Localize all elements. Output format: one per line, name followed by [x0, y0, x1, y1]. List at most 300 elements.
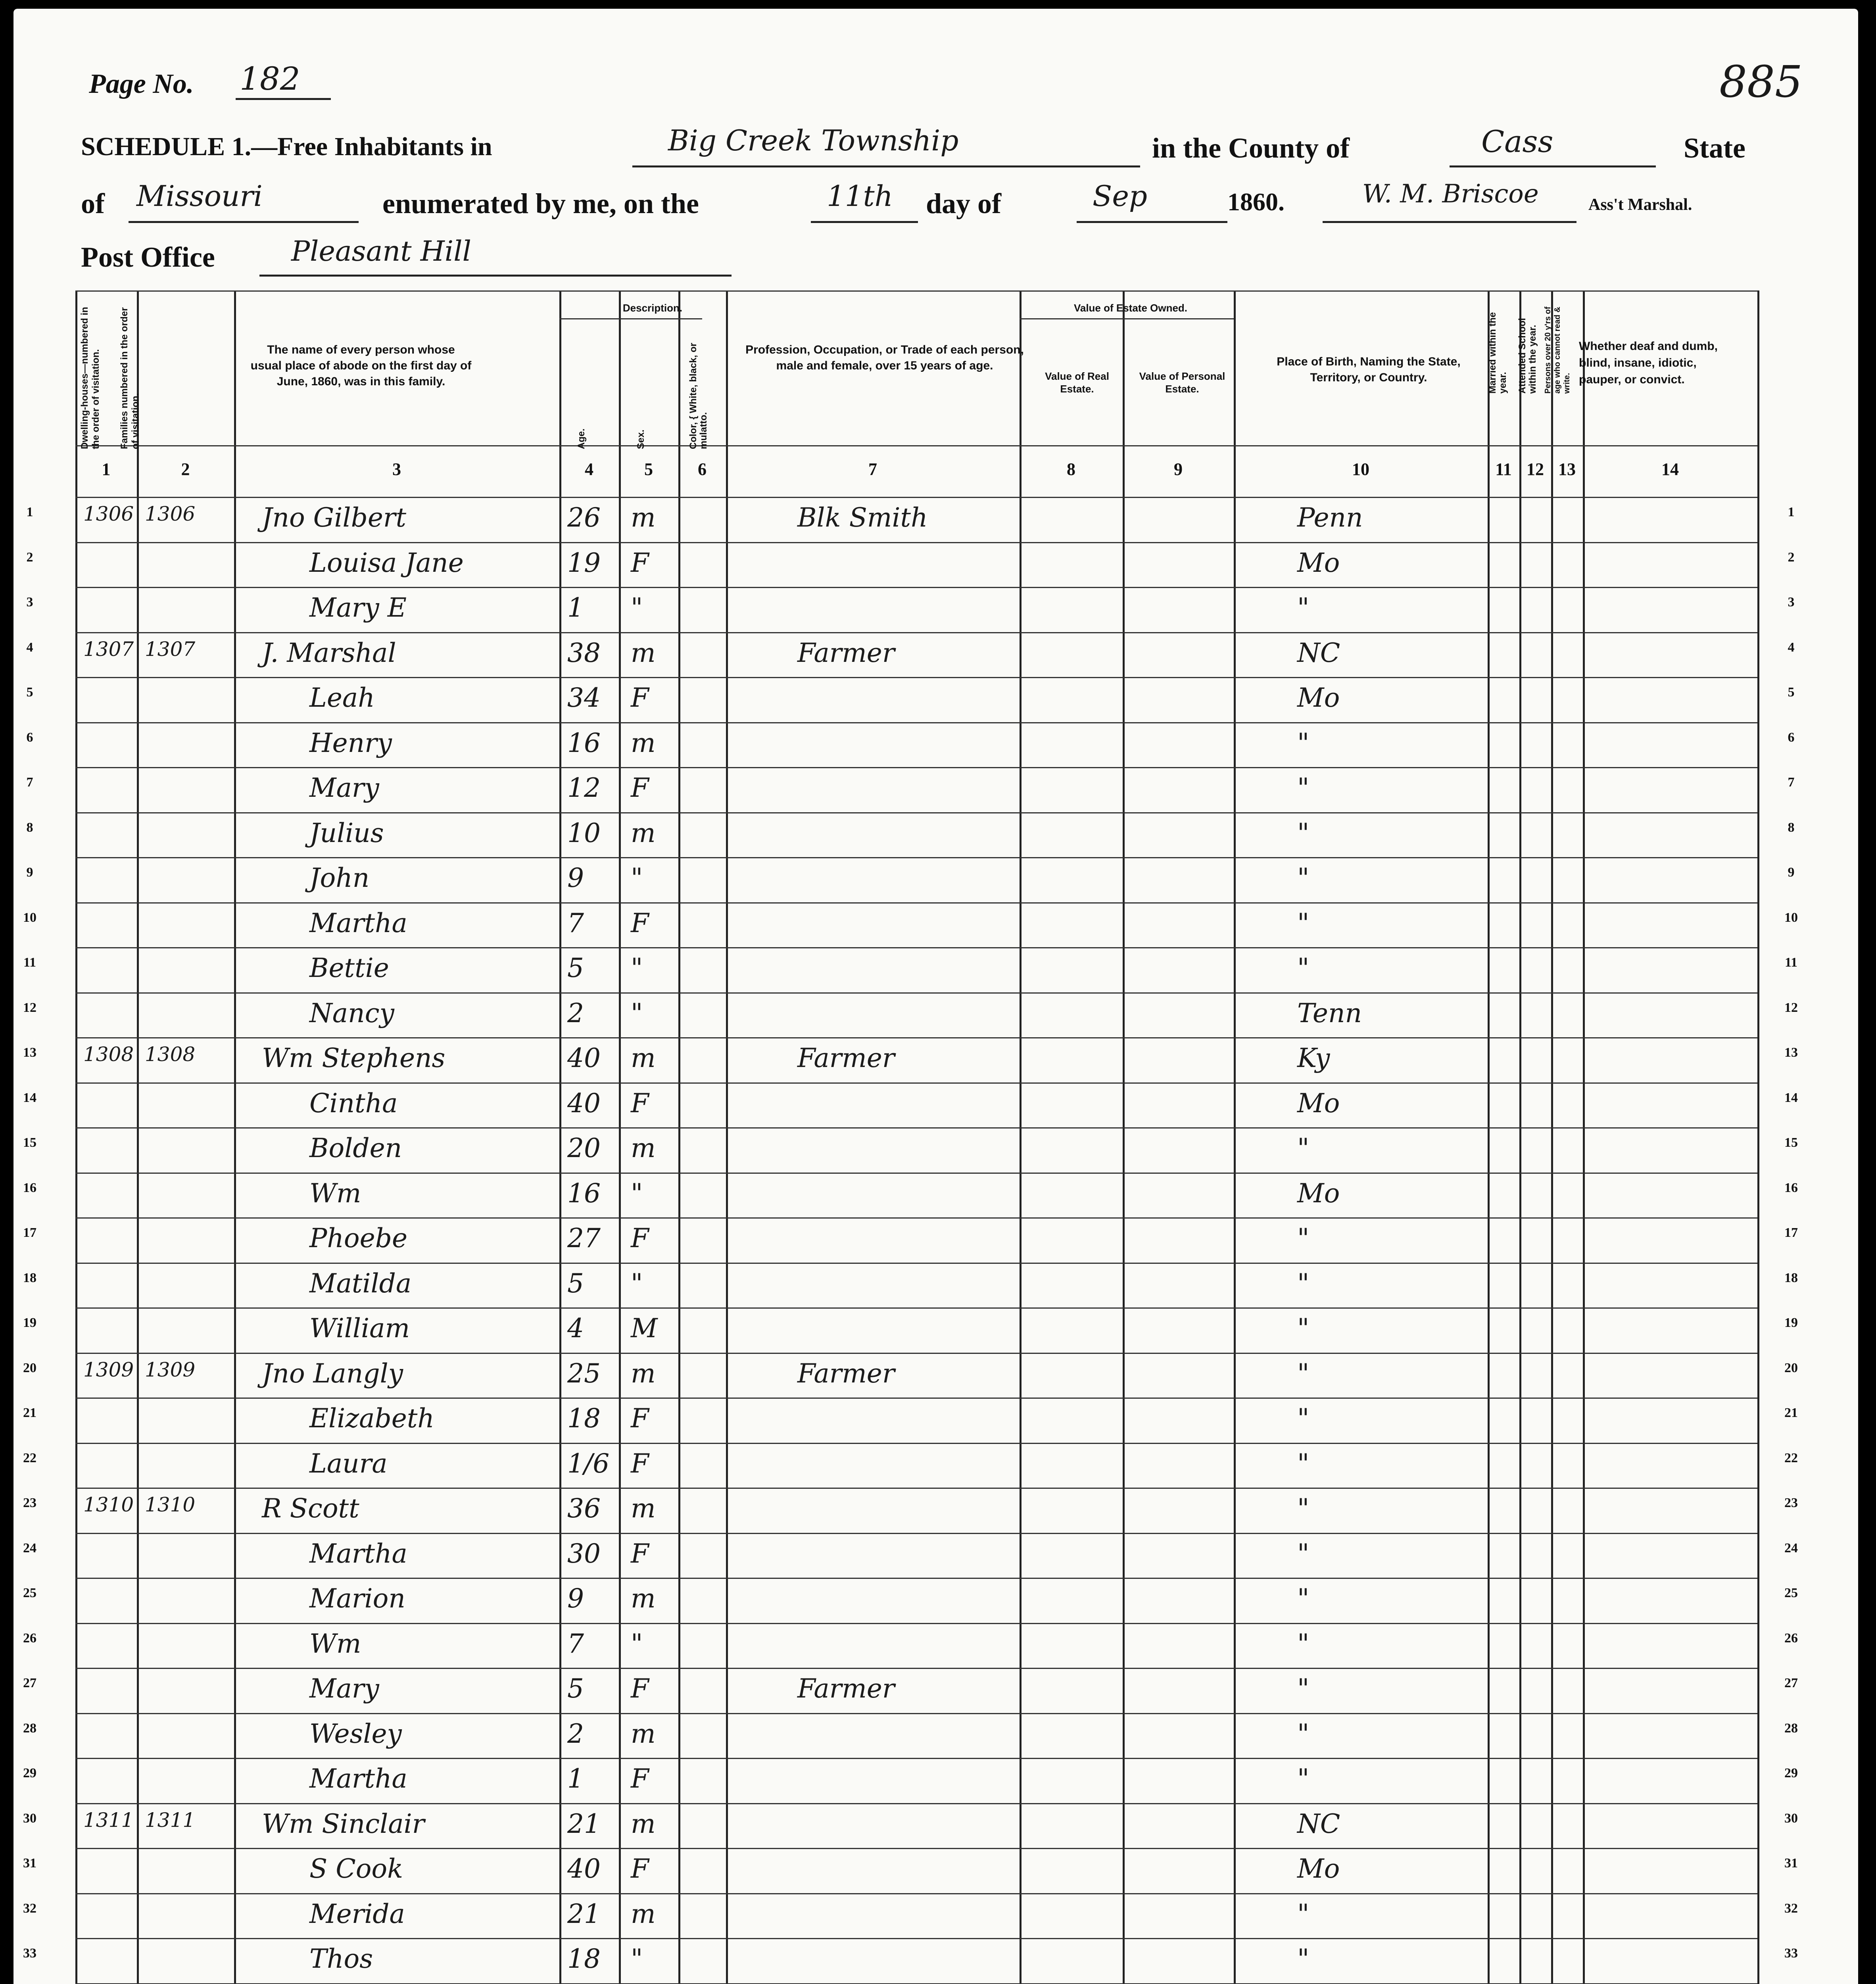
col14-header: Whether deaf and dumb, blind, insane, idiotic, pauper, or convict.: [1579, 340, 1718, 386]
estate-header: Value of Estate Owned.: [1073, 302, 1188, 314]
line-number-right: 4: [1788, 640, 1795, 655]
column-divider: [726, 290, 728, 1984]
age-value: 9: [567, 863, 584, 893]
line-number-right: 3: [1788, 595, 1795, 609]
birthplace-value: ": [1297, 1223, 1310, 1253]
row-line: [75, 587, 1757, 588]
sex-value: F: [631, 1673, 649, 1704]
line-number-left: 31: [23, 1856, 36, 1871]
sex-value: m: [631, 1358, 656, 1389]
sex-value: m: [631, 1808, 656, 1839]
line-number-left: 17: [23, 1225, 36, 1240]
col1-header: Dwelling-houses—numbered in the order of visitation.: [79, 307, 101, 449]
line-number-right: 32: [1784, 1901, 1798, 1916]
line-number-left: 33: [23, 1946, 36, 1961]
person-name: Wm Sinclair: [262, 1808, 425, 1839]
person-name: Cintha: [309, 1088, 398, 1119]
line-number-left: 2: [26, 550, 33, 565]
birthplace-value: Mo: [1297, 682, 1340, 713]
line-number-right: 8: [1788, 820, 1795, 835]
person-name: Wesley: [309, 1718, 402, 1749]
age-value: 10: [567, 817, 601, 848]
person-name: Wm: [309, 1628, 361, 1659]
birthplace-value: NC: [1297, 1808, 1340, 1839]
column-number: 3: [392, 459, 401, 479]
post-office-label: Post Office: [81, 241, 215, 273]
state-line: [129, 221, 359, 223]
line-number-left: 4: [26, 640, 33, 655]
column-divider: [75, 290, 77, 1984]
line-number-left: 25: [23, 1586, 36, 1600]
header-bottom-line: [75, 445, 1757, 446]
row-line: [75, 1803, 1757, 1804]
sex-value: ": [631, 1628, 643, 1659]
birthplace-value: ": [1297, 1763, 1310, 1794]
line-number-left: 13: [23, 1045, 36, 1060]
row-line: [75, 1037, 1757, 1038]
column-divider: [1583, 290, 1585, 1984]
line-number-left: 1: [26, 505, 33, 519]
line-number-right: 33: [1784, 1946, 1798, 1961]
person-name: Jno Gilbert: [262, 502, 406, 533]
line-number-left: 32: [23, 1901, 36, 1916]
col6-header: Color, { White, black, or mulatto.: [688, 342, 709, 449]
sex-value: m: [631, 1898, 656, 1929]
col3-header: The name of every person whose usual place of abode on the first day of June, 1860, was in this family.: [250, 343, 472, 388]
line-number-left: 14: [23, 1090, 36, 1105]
sex-value: ": [631, 953, 643, 983]
row-line: [75, 1938, 1757, 1939]
sex-value: F: [631, 1088, 649, 1119]
line-number-right: 30: [1784, 1811, 1798, 1826]
column-number: 12: [1527, 459, 1544, 479]
person-name: Matilda: [309, 1268, 412, 1299]
sex-value: m: [631, 1583, 656, 1614]
day-line: [811, 221, 918, 223]
post-office-value: Pleasant Hill: [291, 235, 471, 267]
line-number-right: 18: [1784, 1270, 1798, 1285]
age-value: 40: [567, 1853, 601, 1884]
row-line: [75, 1398, 1757, 1399]
page-label: Page No.: [89, 69, 194, 99]
person-name: Martha: [309, 907, 407, 938]
age-value: 21: [567, 1808, 601, 1839]
row-line: [75, 1082, 1757, 1084]
line-number-right: 11: [1784, 955, 1798, 970]
column-number: 1: [102, 459, 111, 479]
sex-value: m: [631, 502, 656, 533]
column-number: 8: [1067, 459, 1075, 479]
census-sheet: [13, 9, 1858, 1984]
age-value: 7: [567, 1628, 584, 1659]
line-number-left: 28: [23, 1721, 36, 1736]
line-number-right: 6: [1788, 730, 1795, 745]
birthplace-value: ": [1297, 727, 1310, 758]
dwelling-number: 1307: [83, 637, 134, 661]
sex-value: F: [631, 907, 649, 938]
birthplace-value: ": [1297, 863, 1310, 893]
sex-value: m: [631, 1493, 656, 1524]
person-name: Mary: [309, 773, 379, 803]
birthplace-value: ": [1297, 953, 1310, 983]
line-number-right: 19: [1784, 1315, 1798, 1330]
person-name: Wm Stephens: [262, 1043, 445, 1073]
age-value: 2: [567, 998, 584, 1029]
age-value: 1: [567, 1763, 584, 1794]
column-divider: [559, 290, 561, 1984]
line-number-right: 20: [1784, 1360, 1798, 1375]
age-value: 5: [567, 1673, 584, 1704]
row-line: [75, 1443, 1757, 1444]
column-divider: [1488, 290, 1490, 1984]
col8-header: Value of Real Estate.: [1045, 370, 1109, 395]
birthplace-value: ": [1297, 1493, 1310, 1524]
column-number: 13: [1558, 459, 1576, 479]
birthplace-value: ": [1297, 1313, 1310, 1344]
family-number: 1310: [145, 1493, 196, 1516]
birthplace-value: ": [1297, 1538, 1310, 1569]
age-value: 16: [567, 1178, 601, 1209]
family-number: 1306: [145, 502, 196, 525]
birthplace-value: ": [1297, 1448, 1310, 1479]
line-number-left: 9: [26, 865, 33, 880]
page-number: 182: [240, 60, 300, 97]
person-name: R Scott: [262, 1493, 359, 1524]
dwelling-number: 1308: [83, 1043, 134, 1066]
line-number-left: 16: [23, 1180, 36, 1195]
sex-value: m: [631, 637, 656, 668]
col2-header: Families numbered in the order of visitation.: [119, 307, 141, 449]
sex-value: ": [631, 998, 643, 1029]
column-divider: [234, 290, 236, 1984]
dwelling-number: 1306: [83, 502, 134, 525]
person-name: Thos: [309, 1944, 373, 1974]
age-value: 34: [567, 682, 601, 713]
occupation-value: Blk Smith: [797, 502, 928, 533]
person-name: Martha: [309, 1763, 407, 1794]
person-name: J. Marshal: [262, 637, 396, 668]
line-number-left: 24: [23, 1540, 36, 1555]
line-number-right: 12: [1784, 1000, 1798, 1015]
age-value: 36: [567, 1493, 601, 1524]
stamp-number: 885: [1719, 56, 1803, 107]
description-header: Description.: [622, 302, 683, 314]
county-line: [1450, 165, 1656, 167]
row-line: [75, 992, 1757, 994]
person-name: Mary: [309, 1673, 379, 1704]
line-number-right: 25: [1784, 1586, 1798, 1600]
sex-value: F: [631, 1538, 649, 1569]
sex-value: ": [631, 592, 643, 623]
row-line: [75, 1758, 1757, 1759]
line-number-left: 6: [26, 730, 33, 745]
column-divider: [1123, 290, 1125, 1984]
line-number-left: 18: [23, 1270, 36, 1285]
person-name: Julius: [309, 817, 384, 848]
row-line: [75, 1713, 1757, 1714]
person-name: Laura: [309, 1448, 388, 1479]
age-value: 4: [567, 1313, 584, 1344]
birthplace-value: Penn: [1297, 502, 1363, 533]
age-value: 18: [567, 1944, 601, 1974]
birthplace-value: ": [1297, 1628, 1310, 1659]
sex-value: ": [631, 1268, 643, 1299]
birthplace-value: ": [1297, 907, 1310, 938]
county-label: in the County of: [1152, 132, 1350, 164]
column-number: 10: [1352, 459, 1369, 479]
sex-value: m: [631, 817, 656, 848]
age-value: 1: [567, 592, 584, 623]
estate-subheader-line: [1020, 318, 1234, 319]
sex-value: F: [631, 1853, 649, 1884]
column-divider: [1020, 290, 1022, 1984]
row-line: [75, 542, 1757, 543]
dwelling-number: 1309: [83, 1358, 134, 1381]
age-value: 18: [567, 1403, 601, 1434]
person-name: Henry: [309, 727, 392, 758]
row-line: [75, 1848, 1757, 1849]
person-name: Jno Langly: [262, 1358, 403, 1389]
row-line: [75, 1217, 1757, 1219]
family-number: 1311: [145, 1808, 196, 1832]
occupation-value: Farmer: [797, 1358, 895, 1389]
line-number-right: 17: [1784, 1225, 1798, 1240]
column-divider: [1757, 290, 1759, 1984]
col12-header: Attended School within the year.: [1517, 318, 1538, 394]
line-number-left: 11: [23, 955, 36, 970]
row-line: [75, 1893, 1757, 1894]
person-name: Martha: [309, 1538, 407, 1569]
person-name: Marion: [309, 1583, 405, 1614]
family-number: 1308: [145, 1043, 196, 1066]
age-value: 19: [567, 547, 601, 578]
person-name: John: [309, 863, 370, 893]
row-line: [75, 1533, 1757, 1534]
age-value: 12: [567, 773, 601, 803]
line-number-left: 5: [26, 685, 33, 700]
table-top-border: [75, 290, 1757, 292]
row-line: [75, 947, 1757, 948]
birthplace-value: ": [1297, 1403, 1310, 1434]
line-number-right: 22: [1784, 1450, 1798, 1465]
person-name: Elizabeth: [309, 1403, 434, 1434]
sex-value: ": [631, 1944, 643, 1974]
birthplace-value: ": [1297, 1268, 1310, 1299]
age-value: 20: [567, 1133, 601, 1163]
birthplace-value: Mo: [1297, 1088, 1340, 1119]
line-number-left: 19: [23, 1315, 36, 1330]
column-number: 6: [698, 459, 707, 479]
line-number-left: 26: [23, 1630, 36, 1646]
line-number-right: 28: [1784, 1721, 1798, 1736]
line-number-right: 27: [1784, 1676, 1798, 1690]
occupation-value: Farmer: [797, 637, 895, 668]
col13-header: Persons over 20 y'rs of age who cannot read & write.: [1544, 306, 1571, 394]
column-divider: [1234, 290, 1236, 1984]
line-number-left: 23: [23, 1496, 36, 1510]
col7-header: Profession, Occupation, or Trade of each person, male and female, over 15 years of age.: [745, 343, 1024, 372]
birthplace-value: ": [1297, 1673, 1310, 1704]
year-value: 1860.: [1227, 188, 1285, 216]
township-value: Big Creek Township: [668, 124, 959, 157]
birthplace-value: Ky: [1297, 1043, 1330, 1073]
birthplace-value: ": [1297, 773, 1310, 803]
birthplace-value: NC: [1297, 637, 1340, 668]
row-line: [75, 1263, 1757, 1264]
sex-value: F: [631, 1403, 649, 1434]
day-value: 11th: [827, 179, 893, 213]
person-name: William: [309, 1313, 410, 1344]
row-line: [75, 632, 1757, 633]
person-name: Merida: [309, 1898, 405, 1929]
day-of-label: day of: [926, 188, 1002, 219]
line-number-right: 2: [1788, 550, 1795, 565]
state-label: State: [1684, 132, 1745, 164]
column-number: 7: [868, 459, 877, 479]
col5-header: Sex.: [636, 429, 646, 449]
row-line: [75, 1353, 1757, 1354]
line-number-right: 26: [1784, 1630, 1798, 1646]
line-number-left: 3: [26, 595, 33, 609]
age-value: 30: [567, 1538, 601, 1569]
row-line: [75, 677, 1757, 678]
row-line: [75, 1307, 1757, 1309]
line-number-right: 14: [1784, 1090, 1798, 1105]
age-value: 38: [567, 637, 601, 668]
line-number-right: 15: [1784, 1135, 1798, 1150]
month-value: Sep: [1093, 179, 1148, 213]
month-line: [1077, 221, 1227, 223]
line-number-right: 21: [1784, 1405, 1798, 1420]
line-number-right: 24: [1784, 1540, 1798, 1555]
state-value: Missouri: [136, 179, 263, 213]
column-number: 11: [1495, 459, 1512, 479]
birthplace-value: ": [1297, 1358, 1310, 1389]
marshal-label: Ass't Marshal.: [1588, 196, 1692, 214]
row-line: [75, 722, 1757, 723]
sex-value: m: [631, 1043, 656, 1073]
number-row-line: [75, 497, 1757, 498]
age-value: 2: [567, 1718, 584, 1749]
line-number-right: 1: [1788, 505, 1795, 519]
person-name: Phoebe: [309, 1223, 408, 1253]
sex-value: F: [631, 547, 649, 578]
birthplace-value: ": [1297, 1944, 1310, 1974]
birthplace-value: ": [1297, 1718, 1310, 1749]
marshal-value: W. M. Briscoe: [1362, 179, 1539, 209]
sex-value: m: [631, 727, 656, 758]
sex-value: m: [631, 1133, 656, 1163]
birthplace-value: ": [1297, 1133, 1310, 1163]
line-number-left: 21: [23, 1405, 36, 1420]
person-name: S Cook: [309, 1853, 403, 1884]
column-divider: [619, 290, 621, 1984]
col11-header: Married within the year.: [1487, 312, 1508, 394]
person-name: Leah: [309, 682, 375, 713]
birthplace-value: Mo: [1297, 547, 1340, 578]
age-value: 5: [567, 1268, 584, 1299]
occupation-value: Farmer: [797, 1043, 895, 1073]
line-number-right: 29: [1784, 1766, 1798, 1780]
line-number-left: 15: [23, 1135, 36, 1150]
dwelling-number: 1310: [83, 1493, 134, 1516]
person-name: Nancy: [309, 998, 394, 1029]
township-line: [632, 165, 1140, 167]
line-number-right: 13: [1784, 1045, 1798, 1060]
line-number-right: 7: [1788, 775, 1795, 790]
row-line: [75, 1173, 1757, 1174]
age-value: 40: [567, 1043, 601, 1073]
age-value: 27: [567, 1223, 601, 1253]
column-divider: [1551, 290, 1553, 1984]
family-number: 1307: [145, 637, 196, 661]
line-number-left: 22: [23, 1450, 36, 1465]
line-number-left: 29: [23, 1766, 36, 1780]
occupation-value: Farmer: [797, 1673, 895, 1704]
column-number: 14: [1661, 459, 1679, 479]
line-number-right: 31: [1784, 1856, 1798, 1871]
row-line: [75, 812, 1757, 813]
age-value: 9: [567, 1583, 584, 1614]
line-number-left: 30: [23, 1811, 36, 1826]
sex-value: ": [631, 863, 643, 893]
sex-value: F: [631, 1448, 649, 1479]
sex-value: ": [631, 1178, 643, 1209]
col10-header: Place of Birth, Naming the State, Territory, or Country.: [1277, 355, 1461, 384]
col9-header: Value of Personal Estate.: [1139, 370, 1225, 395]
row-line: [75, 1623, 1757, 1624]
row-line: [75, 902, 1757, 904]
line-number-right: 23: [1784, 1496, 1798, 1510]
row-line: [75, 767, 1757, 768]
person-name: Louisa Jane: [309, 547, 464, 578]
person-name: Bettie: [309, 953, 389, 983]
sex-value: F: [631, 682, 649, 713]
family-number: 1309: [145, 1358, 196, 1381]
age-value: 21: [567, 1898, 601, 1929]
description-subheader-line: [559, 318, 702, 319]
sex-value: M: [631, 1313, 658, 1344]
sex-value: F: [631, 1763, 649, 1794]
line-number-left: 27: [23, 1676, 36, 1690]
col4-header: Age.: [576, 428, 587, 449]
column-number: 2: [181, 459, 190, 479]
row-line: [75, 1668, 1757, 1669]
line-number-left: 10: [23, 910, 36, 925]
age-value: 25: [567, 1358, 601, 1389]
age-value: 26: [567, 502, 601, 533]
line-number-left: 12: [23, 1000, 36, 1015]
birthplace-value: ": [1297, 1583, 1310, 1614]
row-line: [75, 1127, 1757, 1128]
person-name: Bolden: [309, 1133, 402, 1163]
dwelling-number: 1311: [83, 1808, 134, 1832]
birthplace-value: ": [1297, 1898, 1310, 1929]
age-value: 40: [567, 1088, 601, 1119]
birthplace-value: ": [1297, 592, 1310, 623]
sex-value: F: [631, 1223, 649, 1253]
line-number-right: 5: [1788, 685, 1795, 700]
line-number-right: 9: [1788, 865, 1795, 880]
birthplace-value: Mo: [1297, 1178, 1340, 1209]
column-number: 9: [1174, 459, 1183, 479]
sex-value: m: [631, 1718, 656, 1749]
post-office-line: [259, 275, 732, 277]
column-divider: [137, 290, 139, 1984]
county-value: Cass: [1481, 124, 1553, 159]
sex-value: F: [631, 773, 649, 803]
schedule-title: SCHEDULE 1.—Free Inhabitants in: [81, 132, 492, 161]
